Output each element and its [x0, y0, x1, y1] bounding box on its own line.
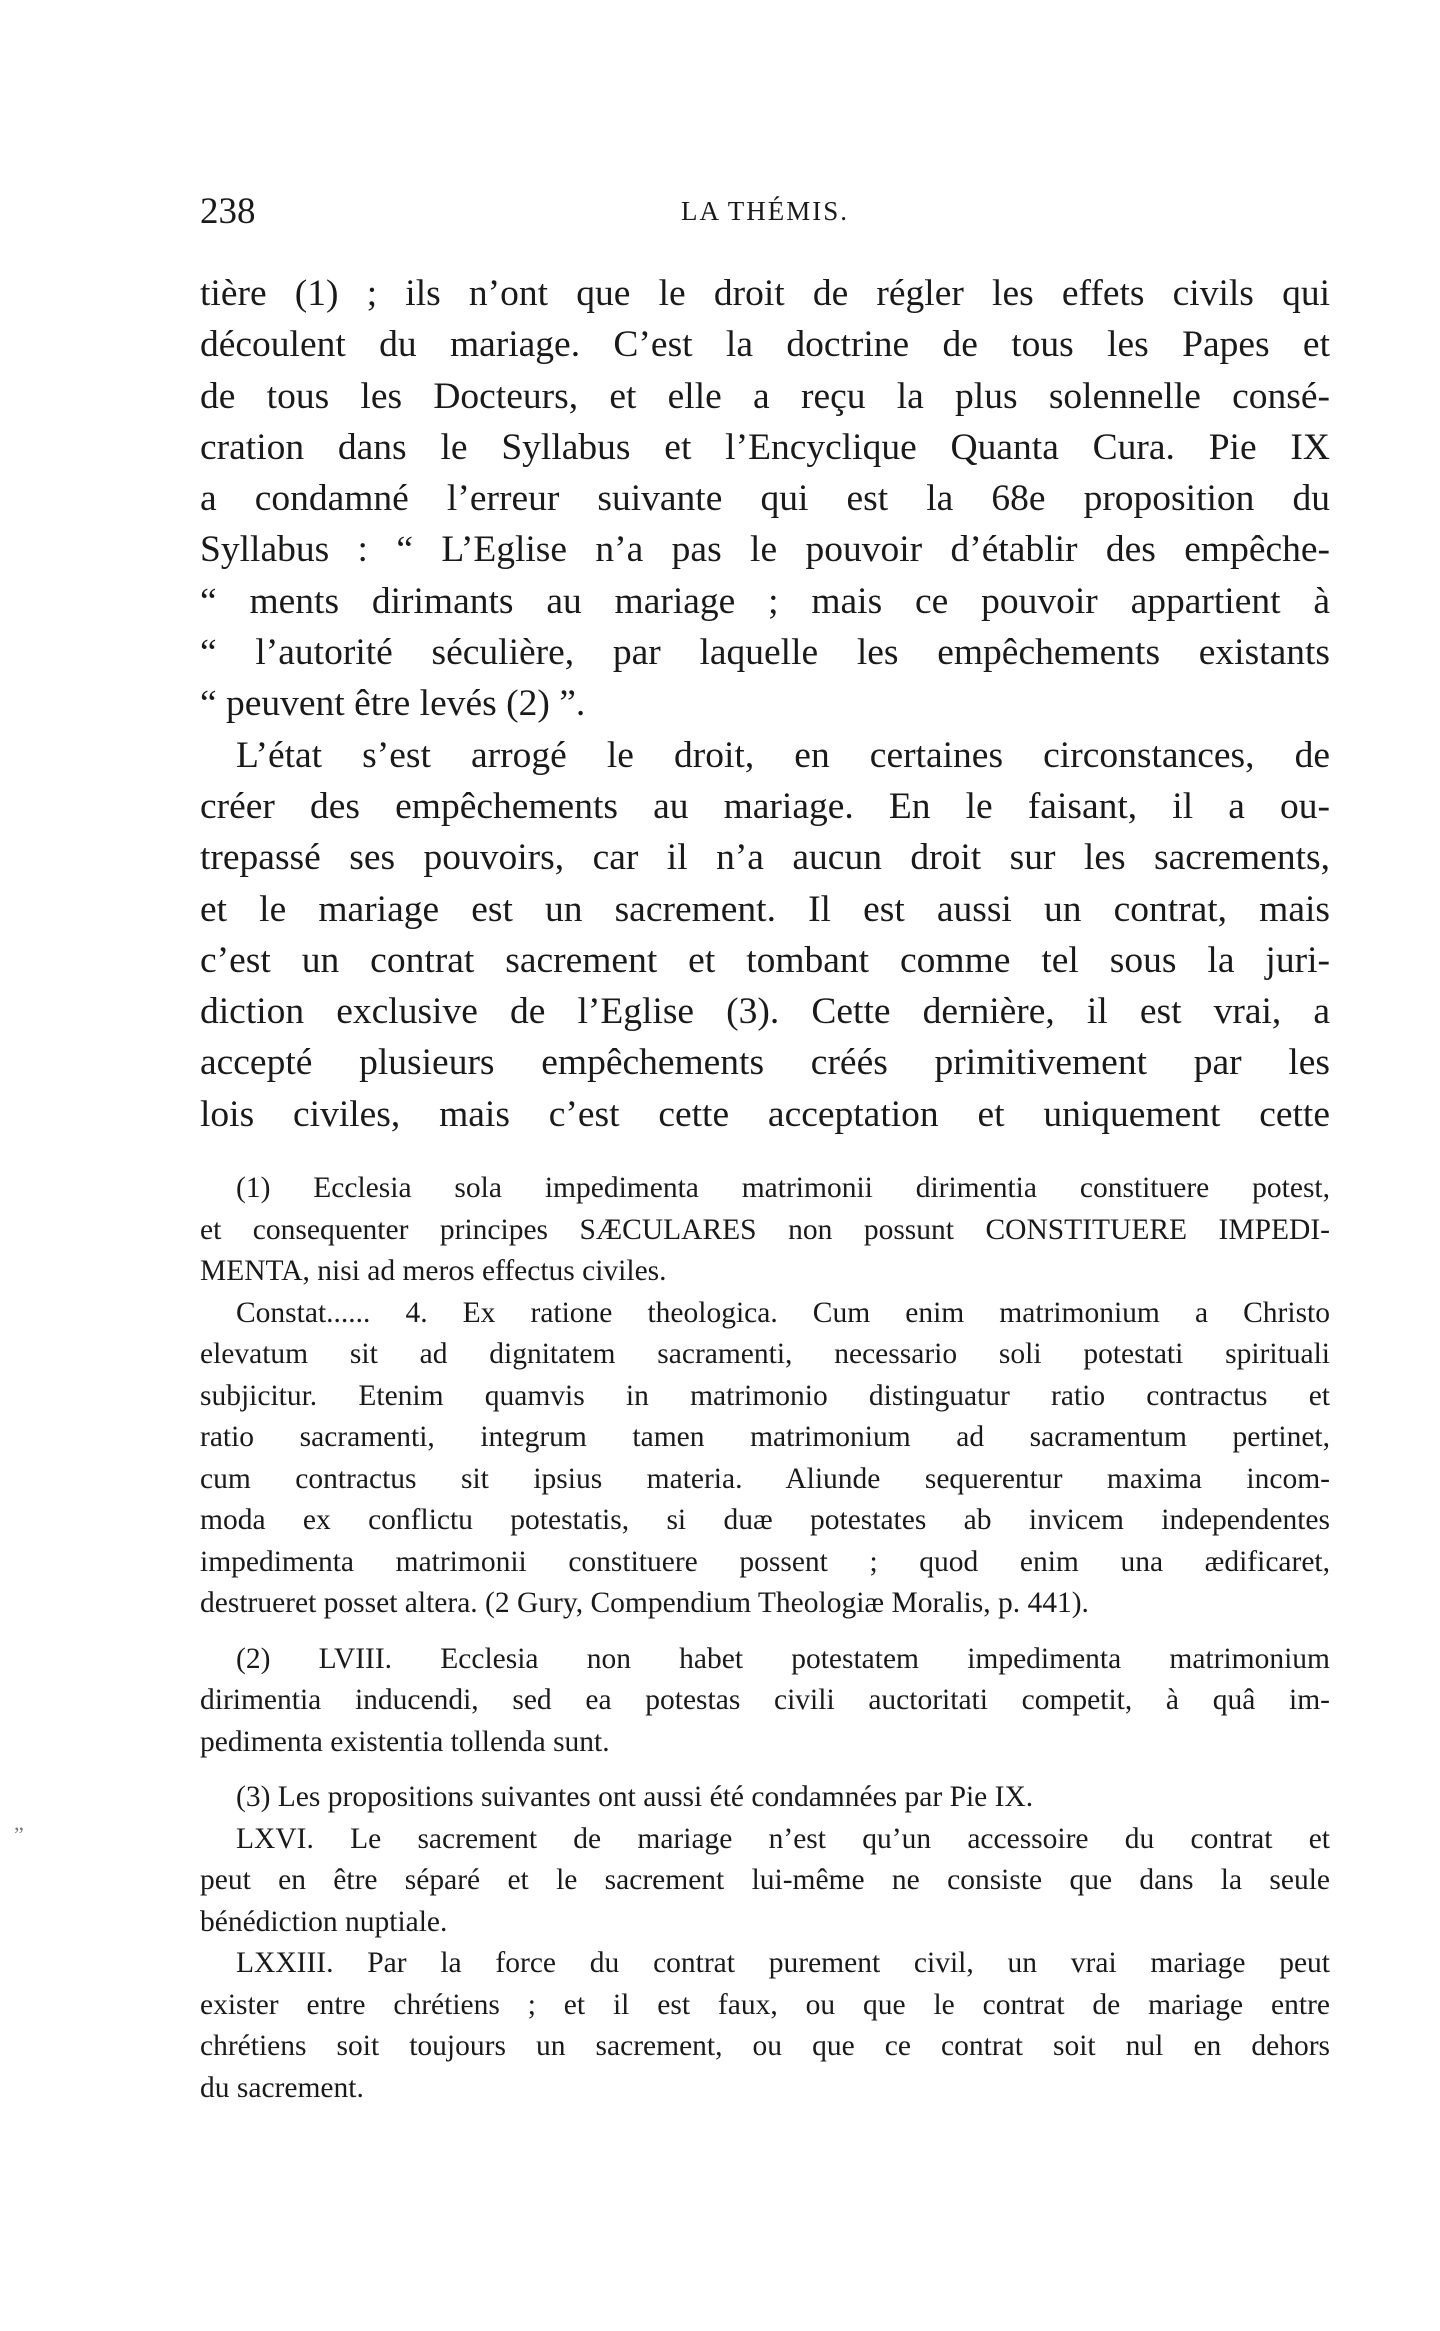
footnotes — [200, 1168, 1330, 2109]
footnote-line: destrueret posset altera. (2 Gury, Compendium Theologiæ Moralis, p. 441). — [200, 1587, 1089, 1619]
body-line: découlent du mariage. C’est la doctrine de tous les Papes et — [200, 324, 1330, 366]
body-line: “ ments dirimants au mariage ; mais ce pouvoir appartient à — [200, 580, 1330, 622]
footnote-line: MENTA, nisi ad meros effectus civiles. — [200, 1255, 667, 1287]
body-line: “ peuvent être levés (2) ”. — [200, 683, 586, 725]
footnote-line: chrétiens soit toujours un sacrement, ou que ce contrat soit nul en dehors — [200, 2030, 1330, 2062]
body-line: cration dans le Syllabus et l’Encyclique Quanta Cura. Pie IX — [200, 426, 1330, 468]
main-text — [200, 268, 1330, 1140]
footnote-line: cum contractus sit ipsius materia. Aliunde sequerentur maxima incom- — [200, 1462, 1330, 1495]
body-line: diction exclusive de l’Eglise (3). Cette dernière, il est vrai, a — [200, 991, 1330, 1033]
footnote-line: LXXIII. Par la force du contrat purement civil, un vrai mariage peut — [236, 1947, 1330, 1979]
footnote-line: peut en être séparé et le sacrement lui-même ne consiste que dans la seule — [200, 1864, 1330, 1896]
page-number: 238 — [200, 191, 256, 232]
page-header — [200, 190, 1330, 240]
body-line: a condamné l’erreur suivante qui est la 68e proposition du — [200, 478, 1330, 520]
body-line: trepassé ses pouvoirs, car il n’a aucun droit sur les sacrements, — [200, 837, 1330, 879]
body-line: et le mariage est un sacrement. Il est aussi un contrat, mais — [200, 888, 1330, 930]
footnote-line: impedimenta matrimonii constituere possent ; quod enim una ædificaret, — [200, 1545, 1330, 1578]
body-line: de tous les Docteurs, et elle a reçu la plus solennelle consé- — [200, 375, 1330, 417]
footnote-line: Constat...... 4. Ex ratione theologica. Cum enim matrimonium a Christo — [236, 1296, 1330, 1329]
footnote-line: pedimenta existentia tollenda sunt. — [200, 1725, 610, 1758]
footnote-line: LXVI. Le sacrement de mariage n’est qu’un accessoire du contrat et — [236, 1822, 1330, 1855]
footnote-line: (2) LVIII. Ecclesia non habet potestatem impedimenta matrimonium — [236, 1642, 1330, 1675]
body-line: L’état s’est arrogé le droit, en certaines circonstances, de — [236, 734, 1330, 776]
footnote-line: ratio sacramenti, integrum tamen matrimonium ad sacramentum pertinet, — [200, 1421, 1330, 1453]
footnote-line: (3) Les propositions suivantes ont aussi été condamnées par Pie IX. — [236, 1781, 1034, 1813]
body-line: “ l’autorité séculière, par laquelle les empêchements existants — [200, 632, 1330, 674]
margin-mark: ” — [14, 1822, 24, 1847]
footnote-line: et consequenter principes SÆCULARES non possunt CONSTITUERE IMPEDI- — [200, 1213, 1330, 1246]
body-line: Syllabus : “ L’Eglise n’a pas le pouvoir d’établir des empêche- — [200, 529, 1330, 571]
footnote-line: dirimentia inducendi, sed ea potestas civili auctoritati competit, à quâ im- — [200, 1684, 1330, 1716]
footnote-line: bénédiction nuptiale. — [200, 1905, 448, 1938]
body-line: créer des empêchements au mariage. En le faisant, il a ou- — [200, 785, 1330, 827]
footnote-line: (1) Ecclesia sola impedimenta matrimonii dirimentia constituere potest, — [236, 1172, 1330, 1204]
footnote-line: moda ex conflictu potestatis, si duæ potestates ab invicem independentes — [200, 1504, 1330, 1536]
body-line: accepté plusieurs empêchements créés primitivement par les — [200, 1042, 1330, 1084]
footnote-line: du sacrement. — [200, 2071, 364, 2104]
body-line: lois civiles, mais c’est cette acceptation et uniquement cette — [200, 1093, 1330, 1135]
body-line: tière (1) ; ils n’ont que le droit de régler les effets civils qui — [200, 273, 1330, 314]
footnote-line: subjicitur. Etenim quamvis in matrimonio distinguatur ratio contractus et — [200, 1379, 1330, 1412]
running-title: LA THÉMIS. — [680, 196, 849, 226]
body-line: c’est un contrat sacrement et tombant comme tel sous la juri- — [200, 939, 1330, 981]
footnote-line: elevatum sit ad dignitatem sacramenti, necessario soli potestati spirituali — [200, 1338, 1330, 1370]
footnote-line: exister entre chrétiens ; et il est faux, ou que le contrat de mariage entre — [200, 1988, 1330, 2021]
